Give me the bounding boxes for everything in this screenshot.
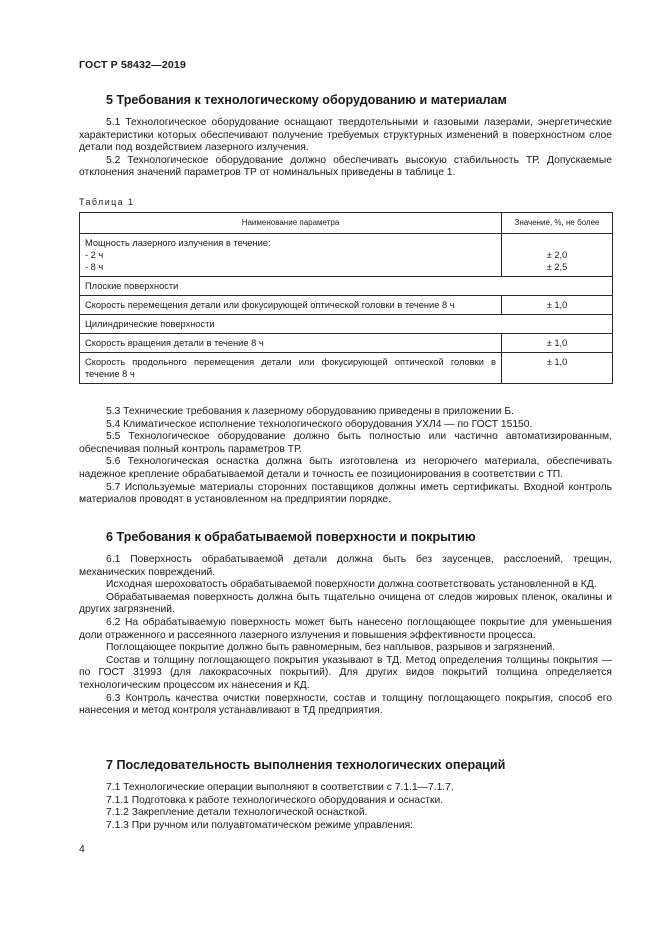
power-8h: - 8 ч <box>85 262 104 272</box>
table-row <box>80 353 613 384</box>
paragraph-5-1: 5.1 Технологическое оборудование оснащают твердотельными и газовыми лазерами, энергетические характеристики которых обеспечивают получение требуемых структурных изменений в поверхностном слое детали под воздействием лазерного излучения. <box>79 117 612 154</box>
table-row <box>80 234 613 277</box>
section-7-title: 7 Последовательность выполнения технологических операций <box>106 758 506 772</box>
document-header: ГОСТ Р 58432—2019 <box>79 59 187 71</box>
power-2h-value: ± 2,0 <box>546 250 568 260</box>
table-cell <box>80 234 502 277</box>
table-cell <box>502 234 613 277</box>
cyl-longitudinal: Скорость продольного перемещения детали или фокусирующей оптической головки в течение 8 ч <box>80 353 502 384</box>
table-row <box>80 334 613 353</box>
paragraph-6-2-b: Состав и толщину поглощающего покрытия указывают в ТД. Метод определения толщины покрытия — по ГОСТ 31993 (для лакокрасочных покрытий). Для других видов покрытий толщина определяется технологическим процессом их нанесения и КД. <box>79 654 612 691</box>
section-5-title: 5 Требования к технологическому оборудованию и материалам <box>106 93 507 107</box>
column-header-name: Наименование параметра <box>80 213 502 234</box>
group-flat: Плоские поверхности <box>80 277 613 296</box>
paragraph-5-7: 5.7 Используемые материалы сторонних поставщиков должны иметь сертификаты. Входной контроль материалов проводят в установленном на предприятии порядке. <box>79 481 612 506</box>
paragraph-7-1-3: 7.1.3 При ручном или полуавтоматическом режиме управления: <box>106 819 414 831</box>
paragraph-5-6: 5.6 Технологическая оснастка должна быть изготовлена из негорючего материала, обеспечивать надежное крепление обрабатываемой детали и точность ее позиционирования в соответствии с ТП. <box>79 456 612 480</box>
cyl-rotation-value: ± 1,0 <box>502 334 613 353</box>
section-6-title: 6 Требования к обрабатываемой поверхности и покрытию <box>106 530 476 544</box>
section-5-continued <box>79 406 612 507</box>
paragraph-7-1-1: 7.1.1 Подготовка к работе технологического оборудования и оснастки. <box>106 794 444 806</box>
section-6-text <box>79 554 612 718</box>
paragraph-6-1: 6.1 Поверхность обрабатываемой детали должна быть без заусенцев, расслоений, трещин, механических повреждений. <box>79 554 612 578</box>
column-header-value: Значение, %, не более <box>502 213 613 234</box>
flat-speed-value: ± 1,0 <box>502 296 613 315</box>
paragraph-7-1: 7.1 Технологические операции выполняют в соответствии с 7.1.1—7.1.7. <box>106 782 454 793</box>
flat-speed: Скорость перемещения детали или фокусирующей оптической головки в течение 8 ч <box>80 296 502 315</box>
table-caption: Таблица 1 <box>79 197 135 207</box>
power-2h: - 2 ч <box>85 250 104 260</box>
paragraph-5-2: 5.2 Технологическое оборудование должно обеспечивать высокую стабильность ТР. Допускаемые отклонения значений параметров ТР от номинальных приведены в таблице 1. <box>79 154 612 179</box>
paragraph-7-1-2: 7.1.2 Закрепление детали технологической оснасткой. <box>106 807 368 819</box>
paragraph-6-2: 6.2 На обрабатываемую поверхность может быть нанесено поглощающее покрытие для уменьшения доли отраженного и рассеянного лазерного излучения и повышения эффективности процесса. <box>79 616 612 641</box>
paragraph-5-5: 5.5 Технологическое оборудование должно быть полностью или частично автоматизированным, обеспечивая полный контроль параметров ТР. <box>79 431 612 455</box>
paragraph-6-1-b: Обрабатываемая поверхность должна быть тщательно очищена от следов жировых пленок, окалины и других загрязнений. <box>79 591 612 616</box>
power-label: Мощность лазерного излучения в течение: <box>85 238 271 248</box>
cyl-rotation: Скорость вращения детали в течение 8 ч <box>80 334 502 353</box>
table-row <box>80 315 613 334</box>
power-8h-value: ± 2,5 <box>546 262 568 272</box>
paragraph-6-1-a: Исходная шероховатость обрабатываемой поверхности должна соответствовать установленной в КД. <box>106 579 597 591</box>
table-1 <box>79 212 613 384</box>
page-number: 4 <box>79 843 85 855</box>
paragraph-6-3: 6.3 Контроль качества очистки поверхности, состав и толщину поглощающего покрытия, способ его нанесения и метод контроля устанавливают в ТД предприятия. <box>79 692 612 717</box>
section-7-text <box>79 782 612 832</box>
table-header-row <box>80 213 613 234</box>
paragraph-5-3: 5.3 Технические требования к лазерному оборудованию приведены в приложении Б. <box>106 406 514 417</box>
group-cylindrical: Цилиндрические поверхности <box>80 315 613 334</box>
paragraph-5-4: 5.4 Климатическое исполнение технологического оборудования УХЛ4 — по ГОСТ 15150. <box>106 418 533 430</box>
cyl-longitudinal-value: ± 1,0 <box>502 353 613 384</box>
table-row <box>80 277 613 296</box>
paragraph-6-2-a: Поглощающее покрытие должно быть равномерным, без наплывов, разрывов и загрязнений. <box>106 642 556 654</box>
section-5-text <box>79 117 612 180</box>
table-row <box>80 296 613 315</box>
